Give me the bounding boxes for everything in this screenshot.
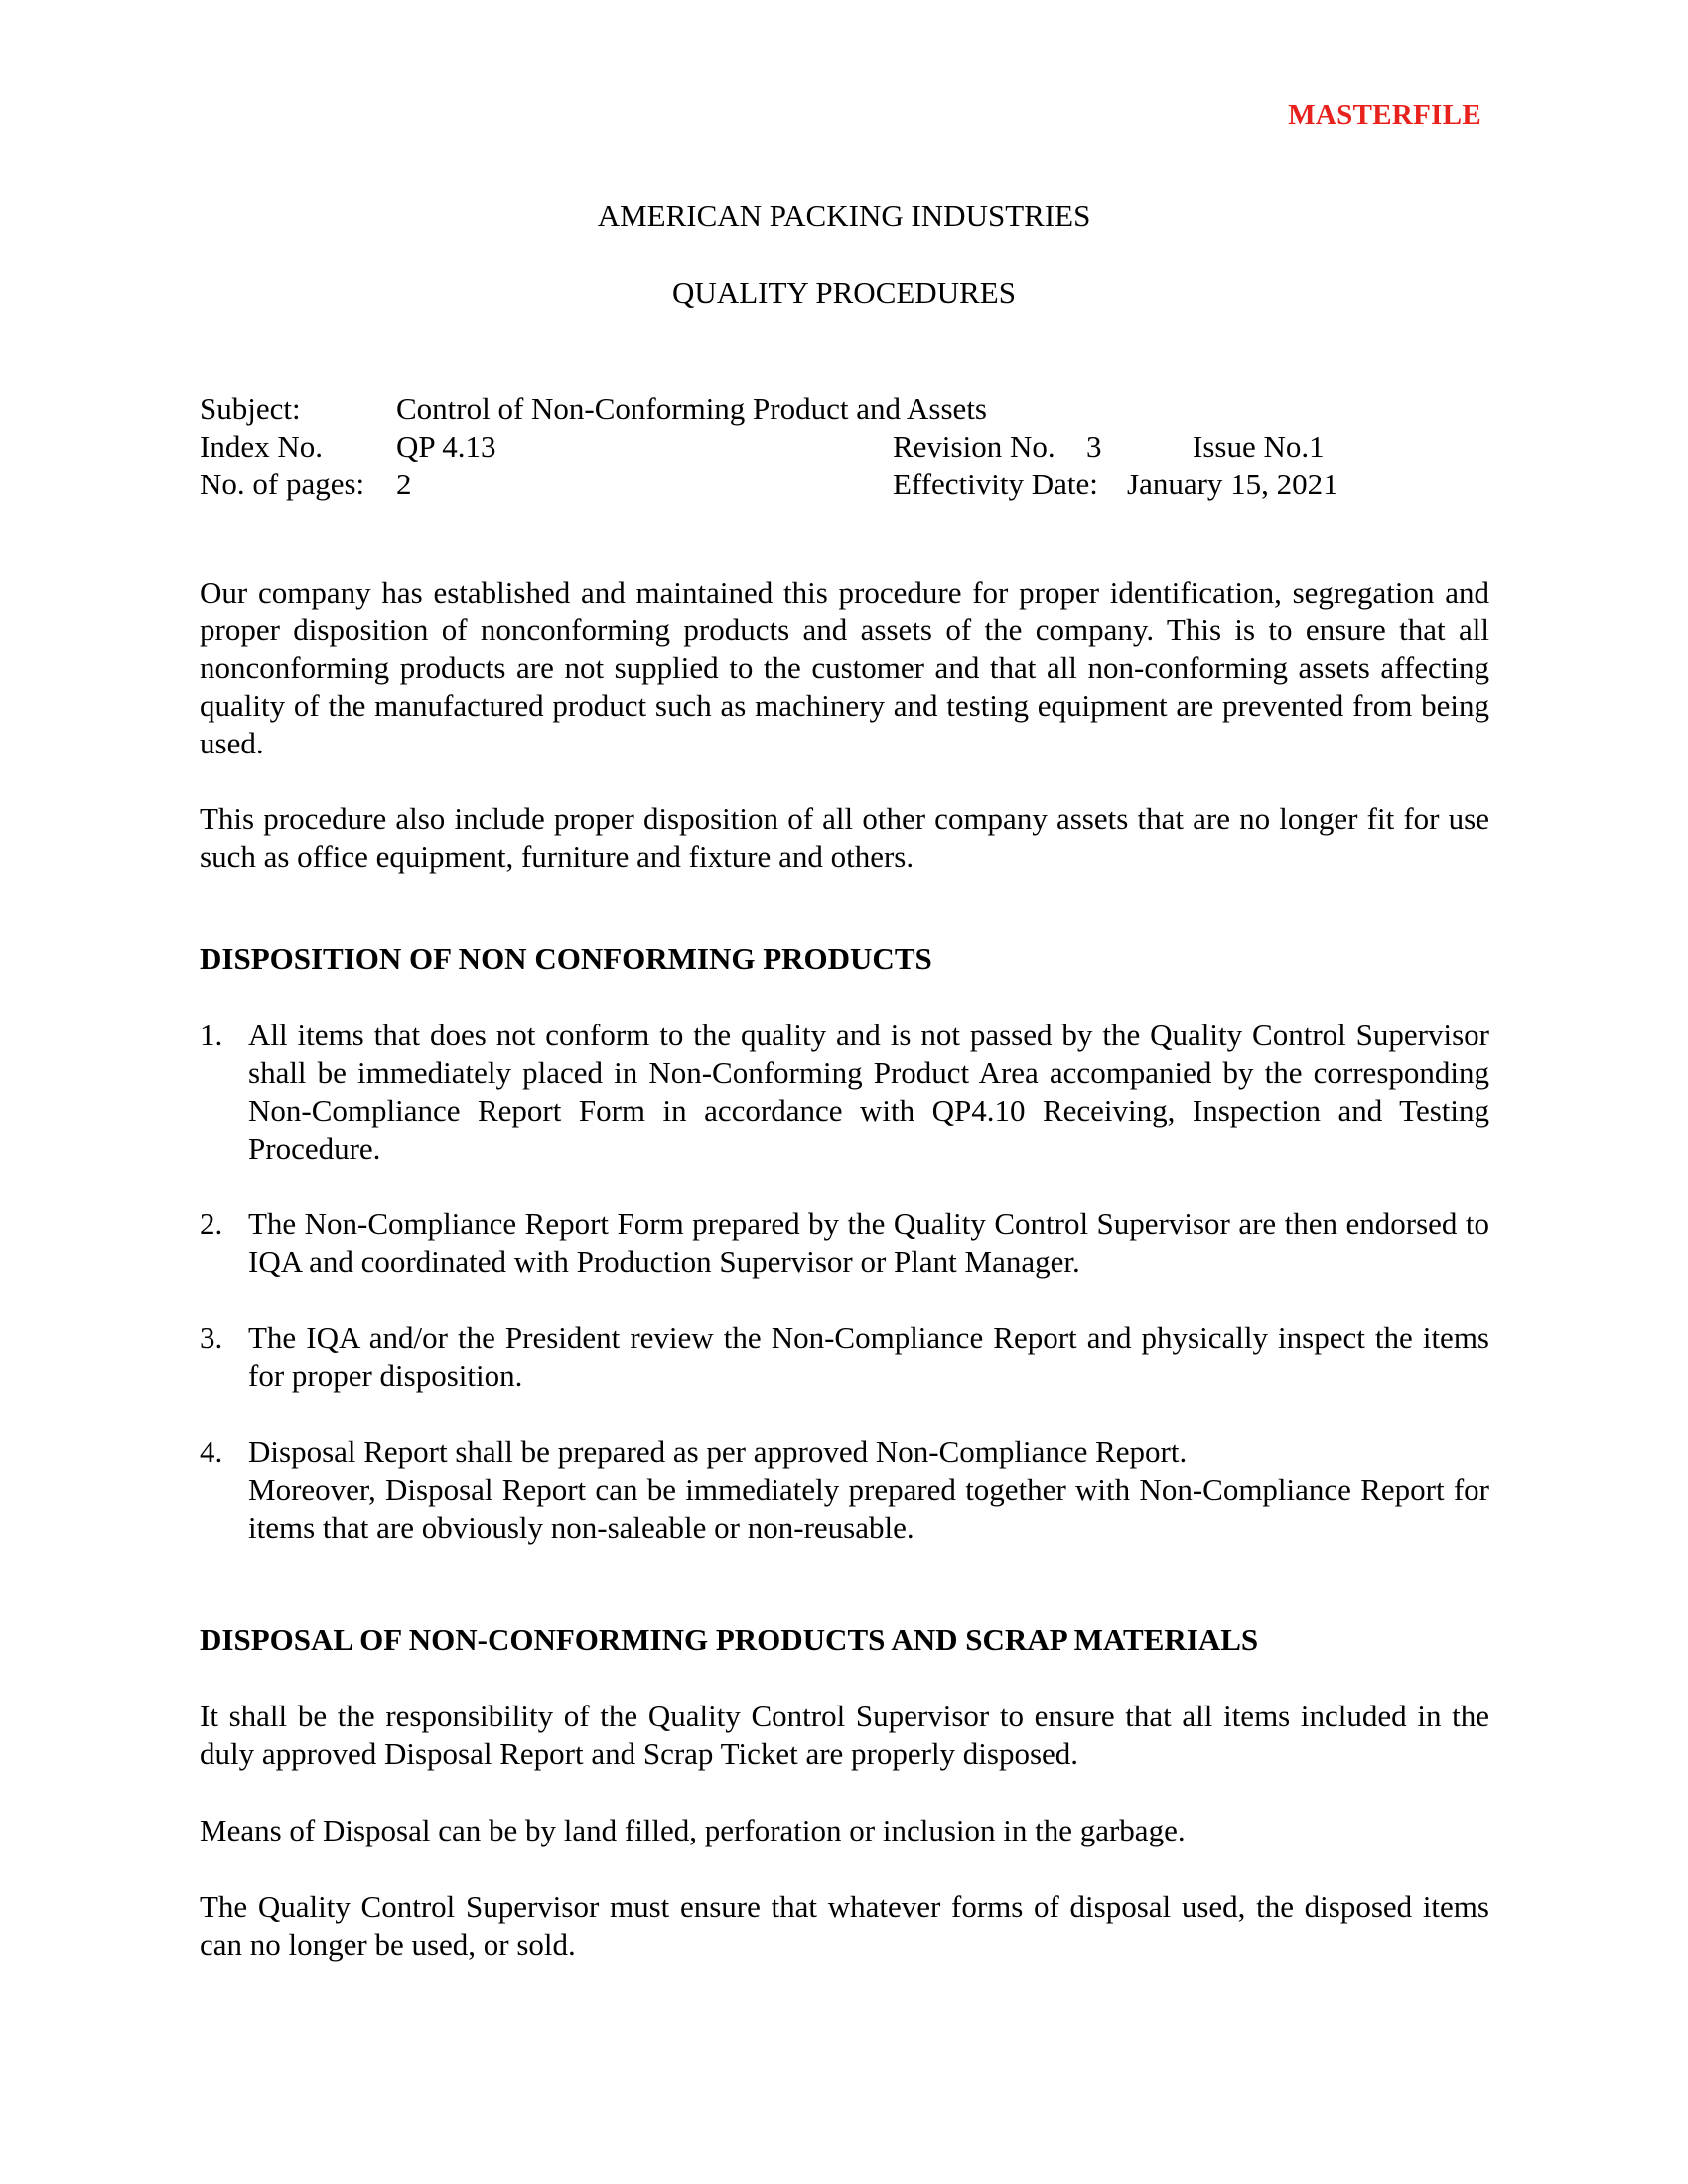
subject-label: Subject: xyxy=(200,391,301,426)
meta-row-subject xyxy=(200,390,1490,428)
pages-label: No. of pages: xyxy=(200,467,365,501)
subject-value: Control of Non-Conforming Product and Assets xyxy=(396,391,987,426)
list-item xyxy=(200,1017,1489,1167)
index-value: QP 4.13 xyxy=(396,429,496,464)
list-item xyxy=(200,1205,1489,1281)
intro-paragraph-2: This procedure also include proper disposition of all other company assets that are no longer fit for use such as office equipment, furniture and fixture and others. xyxy=(200,801,1489,874)
revision-label: Revision No. xyxy=(893,429,1055,464)
section-heading-disposal: DISPOSAL OF NON-CONFORMING PRODUCTS AND SCRAP MATERIALS xyxy=(200,1622,1259,1657)
document-type: QUALITY PROCEDURES xyxy=(672,275,1016,310)
disposal-paragraph-3: The Quality Control Supervisor must ensure that whatever forms of disposal used, the disposed items can no longer be used, or sold. xyxy=(200,1889,1489,1962)
pages-value: 2 xyxy=(396,467,412,501)
list-item-text: The IQA and/or the President review the Non-Compliance Report and physically inspect the items for proper disposition. xyxy=(248,1320,1489,1393)
list-item-text: Disposal Report shall be prepared as per approved Non-Compliance Report. xyxy=(248,1434,1188,1469)
effectivity-label: Effectivity Date: xyxy=(893,467,1098,501)
list-item-number: 1. xyxy=(200,1018,223,1052)
list-item-number: 4. xyxy=(200,1434,223,1469)
list-item xyxy=(200,1319,1489,1395)
meta-row-pages xyxy=(200,466,1490,503)
meta-row-index xyxy=(200,428,1490,466)
document-meta xyxy=(200,390,1490,503)
list-item-text: All items that does not conform to the quality and is not passed by the Quality Control Supervisor shall be immediately placed in Non-Conforming Product Area accompanied by the corresponding Non-Compliance Report Form in accordance with QP4.10 Receiving, Inspection and Testing Procedure. xyxy=(248,1018,1489,1165)
disposal-paragraph-1: It shall be the responsibility of the Quality Control Supervisor to ensure that all items included in the duly approved Disposal Report and Scrap Ticket are properly disposed. xyxy=(200,1699,1489,1771)
revision-value: 3 xyxy=(1086,429,1102,464)
company-name: AMERICAN PACKING INDUSTRIES xyxy=(597,199,1091,233)
index-label: Index No. xyxy=(200,429,323,464)
issue-number: Issue No.1 xyxy=(1193,429,1325,464)
intro-paragraph-1: Our company has established and maintained this procedure for proper identification, segregation and proper disposition of nonconforming products and assets of the company. This is to ensure that all nonconforming products are not supplied to the customer and that all non-conforming assets affecting quality of the manufactured product such as machinery and testing equipment are prevented from being used. xyxy=(200,575,1489,760)
effectivity-value: January 15, 2021 xyxy=(1127,467,1338,501)
list-item xyxy=(200,1433,1489,1547)
disposal-paragraph-2: Means of Disposal can be by land filled, perforation or inclusion in the garbage. xyxy=(200,1813,1186,1847)
list-item-text-continued: Moreover, Disposal Report can be immediately prepared together with Non-Compliance Report for items that are obviously non-saleable or non-reusable. xyxy=(248,1472,1489,1545)
list-item-number: 3. xyxy=(200,1320,223,1355)
masterfile-stamp: MASTERFILE xyxy=(1288,99,1481,131)
section-heading-disposition: DISPOSITION OF NON CONFORMING PRODUCTS xyxy=(200,941,932,976)
list-item-text: The Non-Compliance Report Form prepared by the Quality Control Supervisor are then endorsed to IQA and coordinated with Production Supervisor or Plant Manager. xyxy=(248,1206,1489,1279)
list-item-number: 2. xyxy=(200,1206,223,1241)
